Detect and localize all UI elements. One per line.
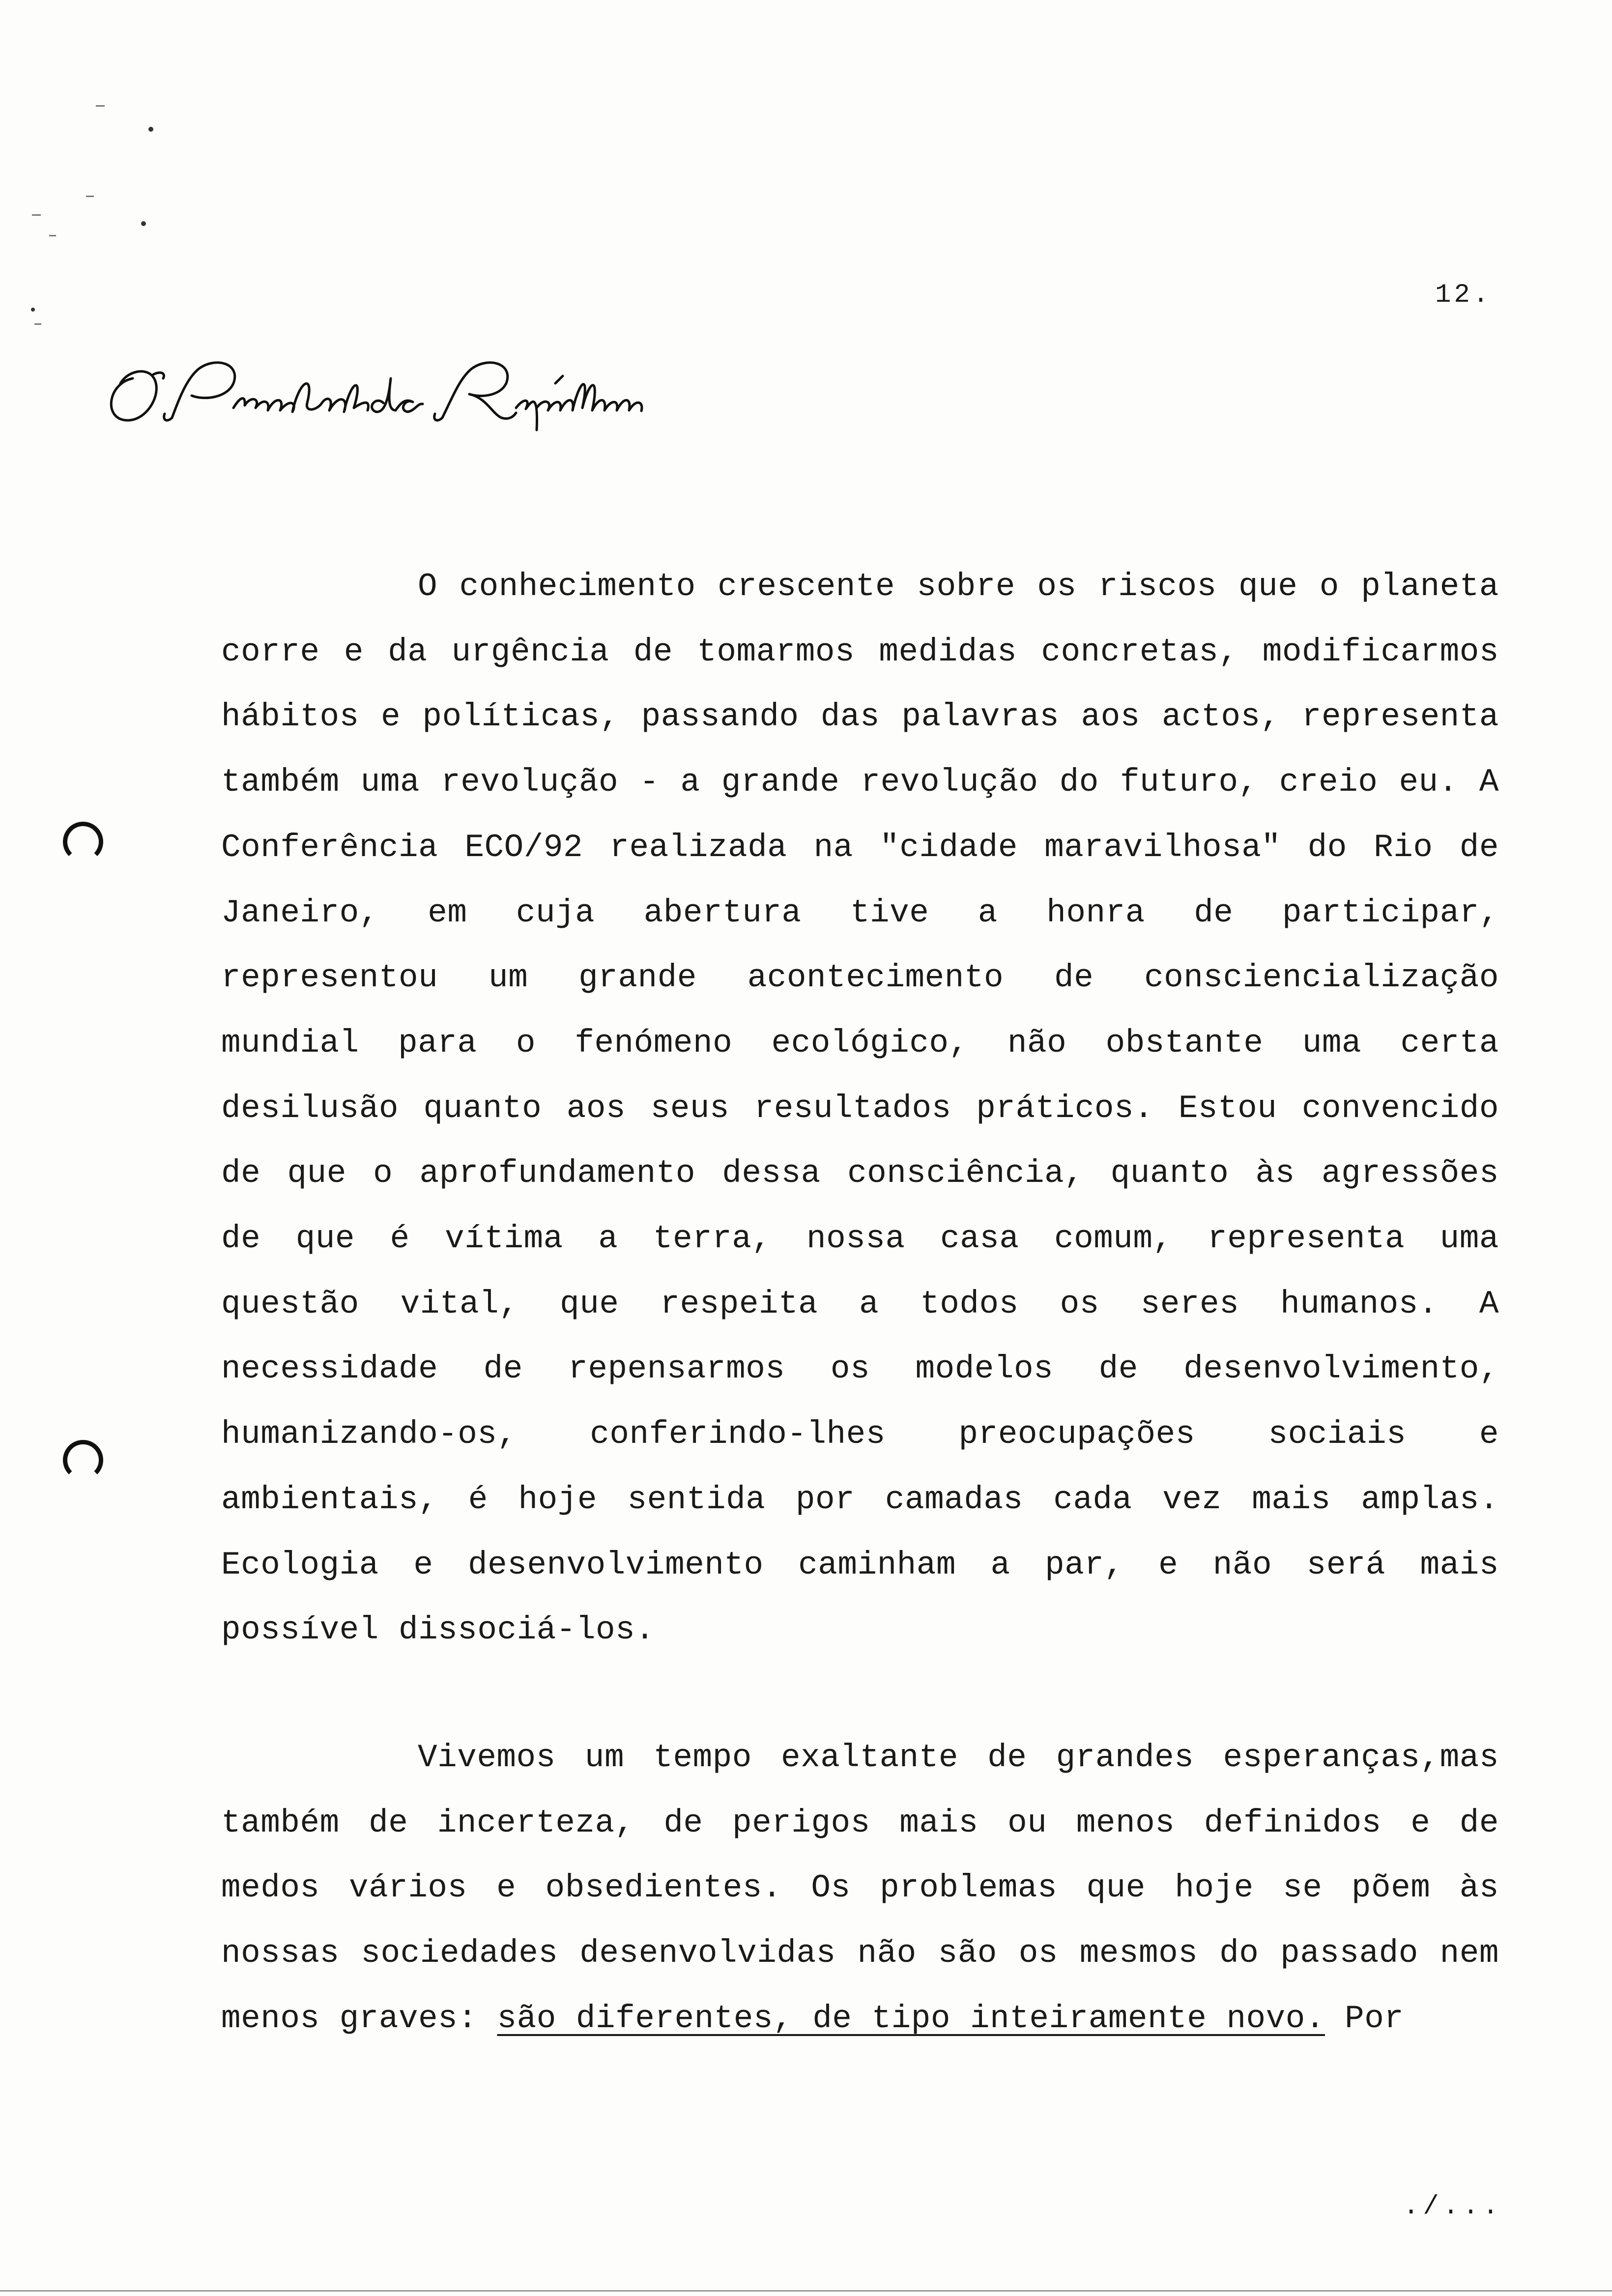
scan-speck (49, 235, 56, 236)
scan-speck (34, 323, 41, 325)
paragraph-2-tail: Por (1324, 2000, 1404, 2037)
scan-speck (86, 196, 94, 197)
scan-speck (148, 127, 153, 132)
scan-speck (141, 221, 146, 226)
continuation-mark: ./... (1403, 2192, 1503, 2222)
scan-speck (96, 105, 105, 107)
punch-hole (63, 822, 103, 862)
page-bottom-edge (0, 2290, 1612, 2292)
paragraph-2-underlined: são diferentes, de tipo inteiramente novo. (497, 2000, 1325, 2037)
page-number: 12. (1435, 280, 1492, 310)
scan-speck (32, 214, 41, 216)
punch-hole (63, 1440, 103, 1480)
scan-speck (31, 308, 35, 312)
paragraph-2-text: Vivemos um tempo exaltante de grandes esperanças,mas também de incerteza, de perigos mais ou menos definidos e de medos vários e obsedientes. Os problemas que hoje se põem às nossas sociedades desenvolvidas não são os mesmos do passado nem menos graves: (221, 1739, 1499, 2037)
letterhead-script (98, 349, 688, 437)
paragraph-1: O conhecimento crescente sobre os riscos que o planeta corre e da urgência de tomarmos medidas concretas, modificarmos hábitos e políticas, passando das palavras aos actos, representa também uma revolução - a grande revolução do futuro, creio eu. A Conferência ECO/92 realizada na "cidade maravilhosa" do Rio de Janeiro, em cuja abertura tive a honra de participar, representou um grande acontecimento de consciencialização mundial para o fenómeno ecológico, não obstante uma certa desilusão quanto aos seus resultados práticos. Estou convencido de que o aprofundamento dessa consciência, quanto às agressões de que é vítima a terra, nossa casa comum, representa uma questão vital, que respeita a todos os seres humanos. A necessidade de repensarmos os modelos de desenvolvimento, humanizando-os, conferindo-lhes preocupações sociais e ambientais, é hoje sentida por camadas cada vez mais amplas. Ecologia e desenvolvimento caminham a par, e não será mais possível dissociá-los. (221, 568, 1499, 1649)
paragraph-2 (221, 1725, 1499, 2052)
